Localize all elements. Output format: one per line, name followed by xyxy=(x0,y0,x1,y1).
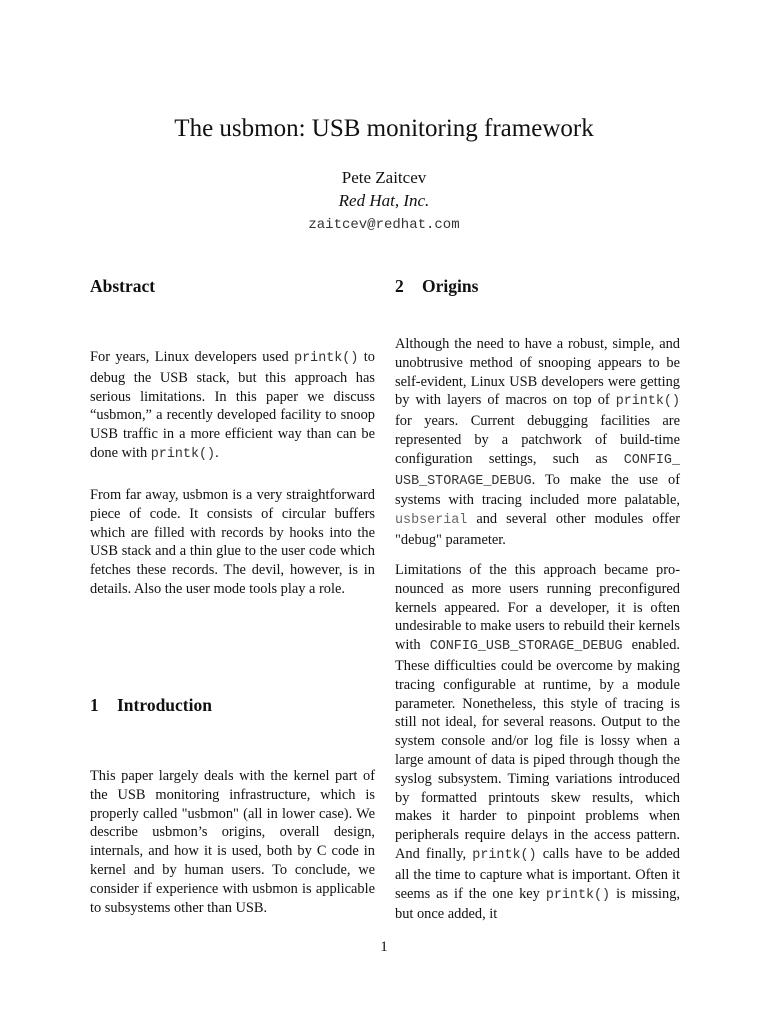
code-printk: printk() xyxy=(472,847,537,863)
origins-paragraph-2: Limitations of the this approach became pronounced as more users running preconfigured kernels appeared. For a developer, it is often undesirable to make users to rebuild their kernels with CONFIG_USB_STORAGE_DEBUG enabled. These difficulties could be overcome by making tracing configurable at runtime, by a module parameter. Nonetheless, this style of tracing is still not ideal, for several reasons. Output to the system console and/or log file is lossy when a large amount of data is piped through though the syslog subsystem. Timing variations introduced by formatted printouts skew results, which makes it harder to pinpoint problems when peripherals require delays in the access pattern. And finally, printk() calls have to be added all the time to capture what is important. Often it seems as if the one key printk() is missing, but once added, it xyxy=(395,562,680,923)
code-config: CONFIG_ xyxy=(623,452,680,468)
introduction-heading: 1 Introduction xyxy=(90,695,212,715)
page-number: 1 xyxy=(380,939,388,955)
introduction-paragraph-1: This paper largely deals with the kernel part of the USB monitoring infrastructure, which is properly called "usbmon" (all in lower case). We describe usbmon’s origins, overall design, internals, and how it is used, both by C code in kernel and by human users. To conclude, we consider if experience with usbmon is applicable to subsystems other than USB. xyxy=(90,768,375,916)
author-name: Pete Zaitcev xyxy=(341,168,427,187)
abstract-paragraph-1: For years, Linux developers used printk() to debug the USB stack, but this approach has serious limitations. In this paper we discuss “usbmon,” a recently developed facility to snoop USB traffic in a more efficient way than can be done with printk(). xyxy=(90,349,375,462)
code-printk: printk() xyxy=(150,446,216,462)
code-printk: printk() xyxy=(545,887,611,903)
code-config-usb-storage-debug: CONFIG_USB_STORAGE_DEBUG xyxy=(429,639,623,655)
origins-heading: 2 Origins xyxy=(395,276,479,296)
code-config: USB_STORAGE_DEBUG xyxy=(395,473,532,489)
author-affiliation: Red Hat, Inc. xyxy=(338,191,430,210)
code-usbserial: usbserial xyxy=(395,513,468,529)
abstract-heading: Abstract xyxy=(90,276,156,296)
origins-paragraph-1: Although the need to have a robust, simple, and unobtrusive method of snooping appears to be self-evident, Linux USB developers were getting by with layers of macros on top of printk() for years. Current debugging facilities are represented by a patchwork of build-time configuration settings, such as CONFIG_ USB_STORAGE_DEBUG. To make the use of systems with tracing included more palatable, usbserial and several other modules offer "debug" parameter. xyxy=(395,336,680,548)
code-printk: printk() xyxy=(294,351,359,366)
author-email: zaitcev@redhat.com xyxy=(308,217,460,233)
code-printk: printk() xyxy=(615,394,680,410)
paper-title: The usbmon: USB monitoring framework xyxy=(174,115,594,142)
abstract-paragraph-2: From far away, usbmon is a very straightforward piece of code. It consists of circular buffers which are filled with records by hooks into the USB stack and a thin glue to the user code which fetches these records. The devil, however, is in details. Also the user mode tools play a role. xyxy=(90,487,375,597)
